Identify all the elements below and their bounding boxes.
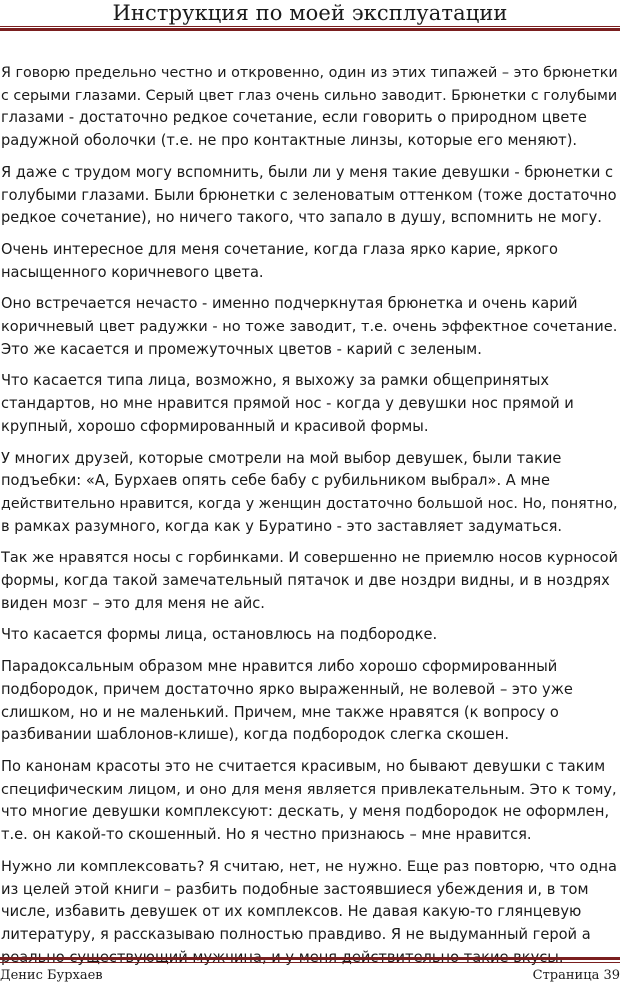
author-name: Денис Бурхаев [0, 968, 103, 983]
text-line: Оно встречается нечасто - именно подчеркнутая брюнетка и очень карий [1, 295, 578, 313]
text-line: По канонам красоты это не считается красивым, но бывают девушки с таким [1, 757, 606, 775]
text-line: разбивании шаблонов-клише), когда подбородок слегка скошен. [1, 726, 509, 744]
text-line: Это же касается и промежуточных цветов - карий с зеленым. [1, 340, 482, 358]
header-rule-thin [0, 26, 620, 27]
paragraph [1, 856, 620, 970]
paragraph [1, 756, 620, 847]
text-line: Очень интересное для меня сочетание, когда глаза ярко карие, яркого [1, 240, 558, 258]
page-number: Страница 39 [532, 968, 620, 983]
paragraph [1, 624, 620, 647]
text-line: Что касается формы лица, остановлюсь на подбородке. [1, 626, 438, 644]
paragraph [1, 656, 620, 747]
text-line: Я даже с трудом могу вспомнить, были ли у меня такие девушки - брюнетки с [1, 163, 614, 181]
text-line: Что касается типа лица, возможно, я выхожу за рамки общепринятых [1, 372, 550, 390]
page-body [1, 62, 620, 978]
paragraph [1, 162, 620, 230]
text-line: коричневый цвет радужки - но тоже заводит, т.е. очень эффектное сочетание. [1, 318, 618, 336]
text-line: редкое сочетание), но ничего такого, что запало в душу, вспомнить не могу. [1, 209, 602, 227]
text-line: в рамках разумного, когда как у Буратино - это заставляет задуматься. [1, 517, 563, 535]
paragraph [1, 547, 620, 615]
book-title: Инструкция по моей эксплуатации [112, 1, 508, 25]
text-line: что многие девушки комплексуют: дескать, у меня подбородок не оформлен, [1, 803, 610, 821]
text-line: голубыми глазами. Были брюнетки с зеленоватым оттенком (тоже достаточно [1, 186, 617, 204]
paragraph [1, 239, 620, 284]
text-line: из целей этой книги – разбить подобные застоявшиеся убеждения и, в том [1, 880, 589, 898]
paragraph [1, 448, 620, 539]
page-header [0, 0, 620, 34]
text-line: слишком, но и не маленький. Причем, мне также нравятся (к вопросу о [1, 703, 559, 721]
text-line: Так же нравятся носы с горбинками. И совершенно не приемлю носов курносой [1, 550, 618, 567]
text-line: У многих друзей, которые смотрели на мой выбор девушек, были такие [1, 449, 562, 467]
header-rule-thick [0, 28, 620, 31]
text-line: т.е. он какой-то скошенный. Но я честно признаюсь – мне нравится. [1, 826, 532, 844]
text-line: Парадоксальным образом мне нравится либо хорошо сформированный [1, 658, 558, 676]
text-line: с серыми глазами. Серый цвет глаз очень сильно заводит. Брюнетки с голубыми [1, 87, 618, 104]
paragraph [1, 370, 620, 438]
page-footer [0, 957, 620, 989]
text-line: насыщенного коричневого цвета. [1, 263, 264, 281]
text-line: подъебки: «А, Бурхаев опять себе бабу с рубильником выбрал». А мне [1, 472, 551, 490]
text-line: Нужно ли комплексовать? Я считаю, нет, не нужно. Еще раз повторю, что одна [1, 857, 617, 875]
text-line: крупный, хорошо сформированный и красивой формы. [1, 417, 429, 435]
paragraph [1, 293, 620, 361]
text-line: подбородок, причем достаточно ярко выраженный, не волевой – это уже [1, 680, 573, 698]
text-line: глазами - достаточно редкое сочетание, если говорить о природном цвете [1, 109, 587, 127]
text-line: радужной оболочки (т.е. не про контактные линзы, которые его меняют). [1, 132, 578, 150]
paragraph [1, 62, 620, 153]
text-line: литературу, я рассказываю полностью правдиво. Я не выдуманный герой а [1, 925, 591, 943]
footer-rule-thick [0, 957, 620, 960]
text-line: специфическим лицом, и оно для меня является привлекательным. Это к тому, [1, 781, 617, 798]
text-line: Я говорю предельно честно и откровенно, один из этих типажей – это брюнетки [1, 65, 618, 81]
text-line: стандартов, но мне нравится прямой нос - когда у девушки нос прямой и [1, 395, 574, 413]
text-line: действительно нравится, когда у женщин достаточно большой нос. Но, понятно, [1, 495, 618, 512]
text-line: виден мозг – это для меня не айс. [1, 594, 265, 612]
text-line: числе, избавить девушек от их комплексов. Не давая какую-то глянцевую [1, 903, 582, 921]
footer-rule-thin [0, 962, 620, 963]
text-line: формы, когда такой замечательный пятачок и две ноздри видны, и в ноздрях [1, 572, 610, 590]
